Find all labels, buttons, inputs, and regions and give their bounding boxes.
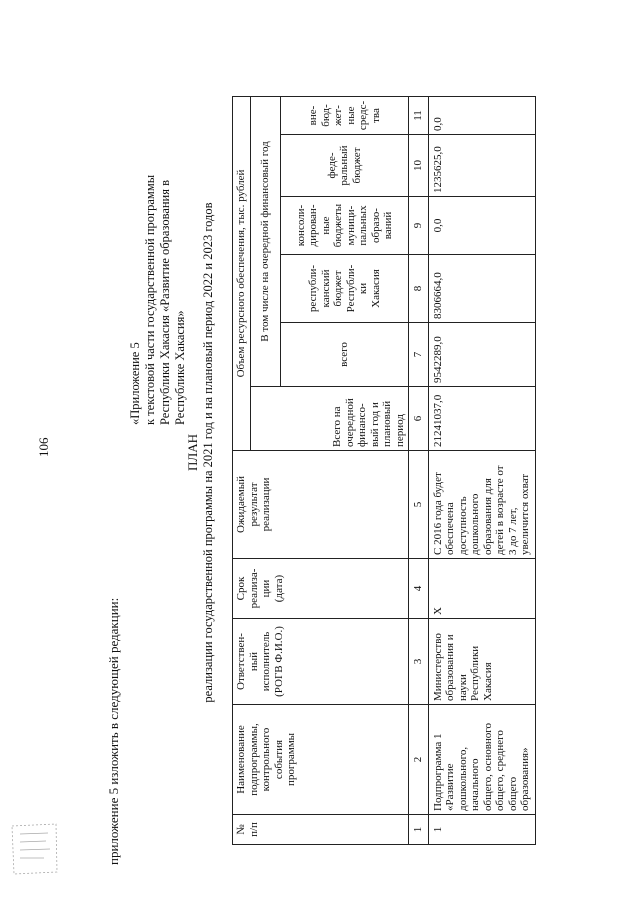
header-all: всего <box>281 323 409 387</box>
row-num: 1 <box>428 815 535 845</box>
plan-table-wrapper <box>232 96 536 845</box>
header-federal: феде- ральный бюджет <box>281 135 409 197</box>
intro-text: приложение 5 изложить в следующей редакции: <box>106 597 121 865</box>
column-number: 5 <box>409 451 429 559</box>
header-executor: Ответствен- ный исполнитель (РОГВ Ф.И.О.) <box>233 619 409 705</box>
row-extra: 0,0 <box>428 97 535 135</box>
header-consolidated: консоли- дирован- ные бюджеты муници- пальных образо- ваний <box>281 197 409 255</box>
appendix-line: «Приложение 5 <box>128 342 142 425</box>
column-number: 3 <box>409 619 429 705</box>
header-republic: республи- канский бюджет Республи- ки Хакасия <box>281 255 409 323</box>
column-number: 7 <box>409 323 429 387</box>
column-number: 6 <box>409 387 429 451</box>
column-number: 9 <box>409 197 429 255</box>
plan-subtitle: реализации государственной программы на 2021 год и на плановый период 2022 и 2023 годов <box>201 202 215 703</box>
table-header-row <box>233 97 251 845</box>
column-number: 8 <box>409 255 429 323</box>
appendix-header <box>128 95 188 425</box>
row-executor: Министерство образования и науки Республики Хакасия <box>428 619 535 705</box>
column-number: 1 <box>409 815 429 845</box>
header-term: Срок реализа- ции (дата) <box>233 559 409 619</box>
row-result: С 2016 года будет обеспечена доступность дошкольного образования для детей в возрасте от 3 до 7 лет, увеличится охват <box>428 451 535 559</box>
scan-stamp-mark <box>6 818 62 878</box>
appendix-line: Республики Хакасия «Развитие образования в <box>158 179 172 425</box>
row-total: 21241037,0 <box>428 387 535 451</box>
row-name: Подпрограмма 1 «Развитие дошкольного, начального общего, основного общего, среднего общего образования» <box>428 705 535 815</box>
plan-table <box>232 96 536 845</box>
row-all: 9542289,0 <box>428 323 535 387</box>
header-num: № п/п <box>233 815 409 845</box>
column-number: 10 <box>409 135 429 197</box>
appendix-line: Республике Хакасия» <box>173 310 187 425</box>
column-number: 11 <box>409 97 429 135</box>
column-number: 4 <box>409 559 429 619</box>
plan-title: ПЛАН <box>185 434 200 471</box>
header-incl: В том числе на очередной финансовый год <box>251 97 281 387</box>
row-term: Х <box>428 559 535 619</box>
header-name: Наименование подпрограммы, контрольного события программы <box>233 705 409 815</box>
page-number: 106 <box>36 437 51 457</box>
row-republic: 8306664,0 <box>428 255 535 323</box>
header-resources: Объем ресурсного обеспечения, тыс. рублей <box>233 97 251 451</box>
table-column-numbers-row <box>409 97 429 845</box>
appendix-line: к текстовой части государственной программы <box>143 174 157 425</box>
row-consolidated: 0,0 <box>428 197 535 255</box>
row-federal: 1235625,0 <box>428 135 535 197</box>
header-total: Всего на очередной финансо- вый год и плановый период <box>251 387 409 451</box>
table-row <box>428 97 535 845</box>
header-extra: вне- бюд- жет- ные средс- тва <box>281 97 409 135</box>
header-result: Ожидаемый результат реализации <box>233 451 409 559</box>
column-number: 2 <box>409 705 429 815</box>
